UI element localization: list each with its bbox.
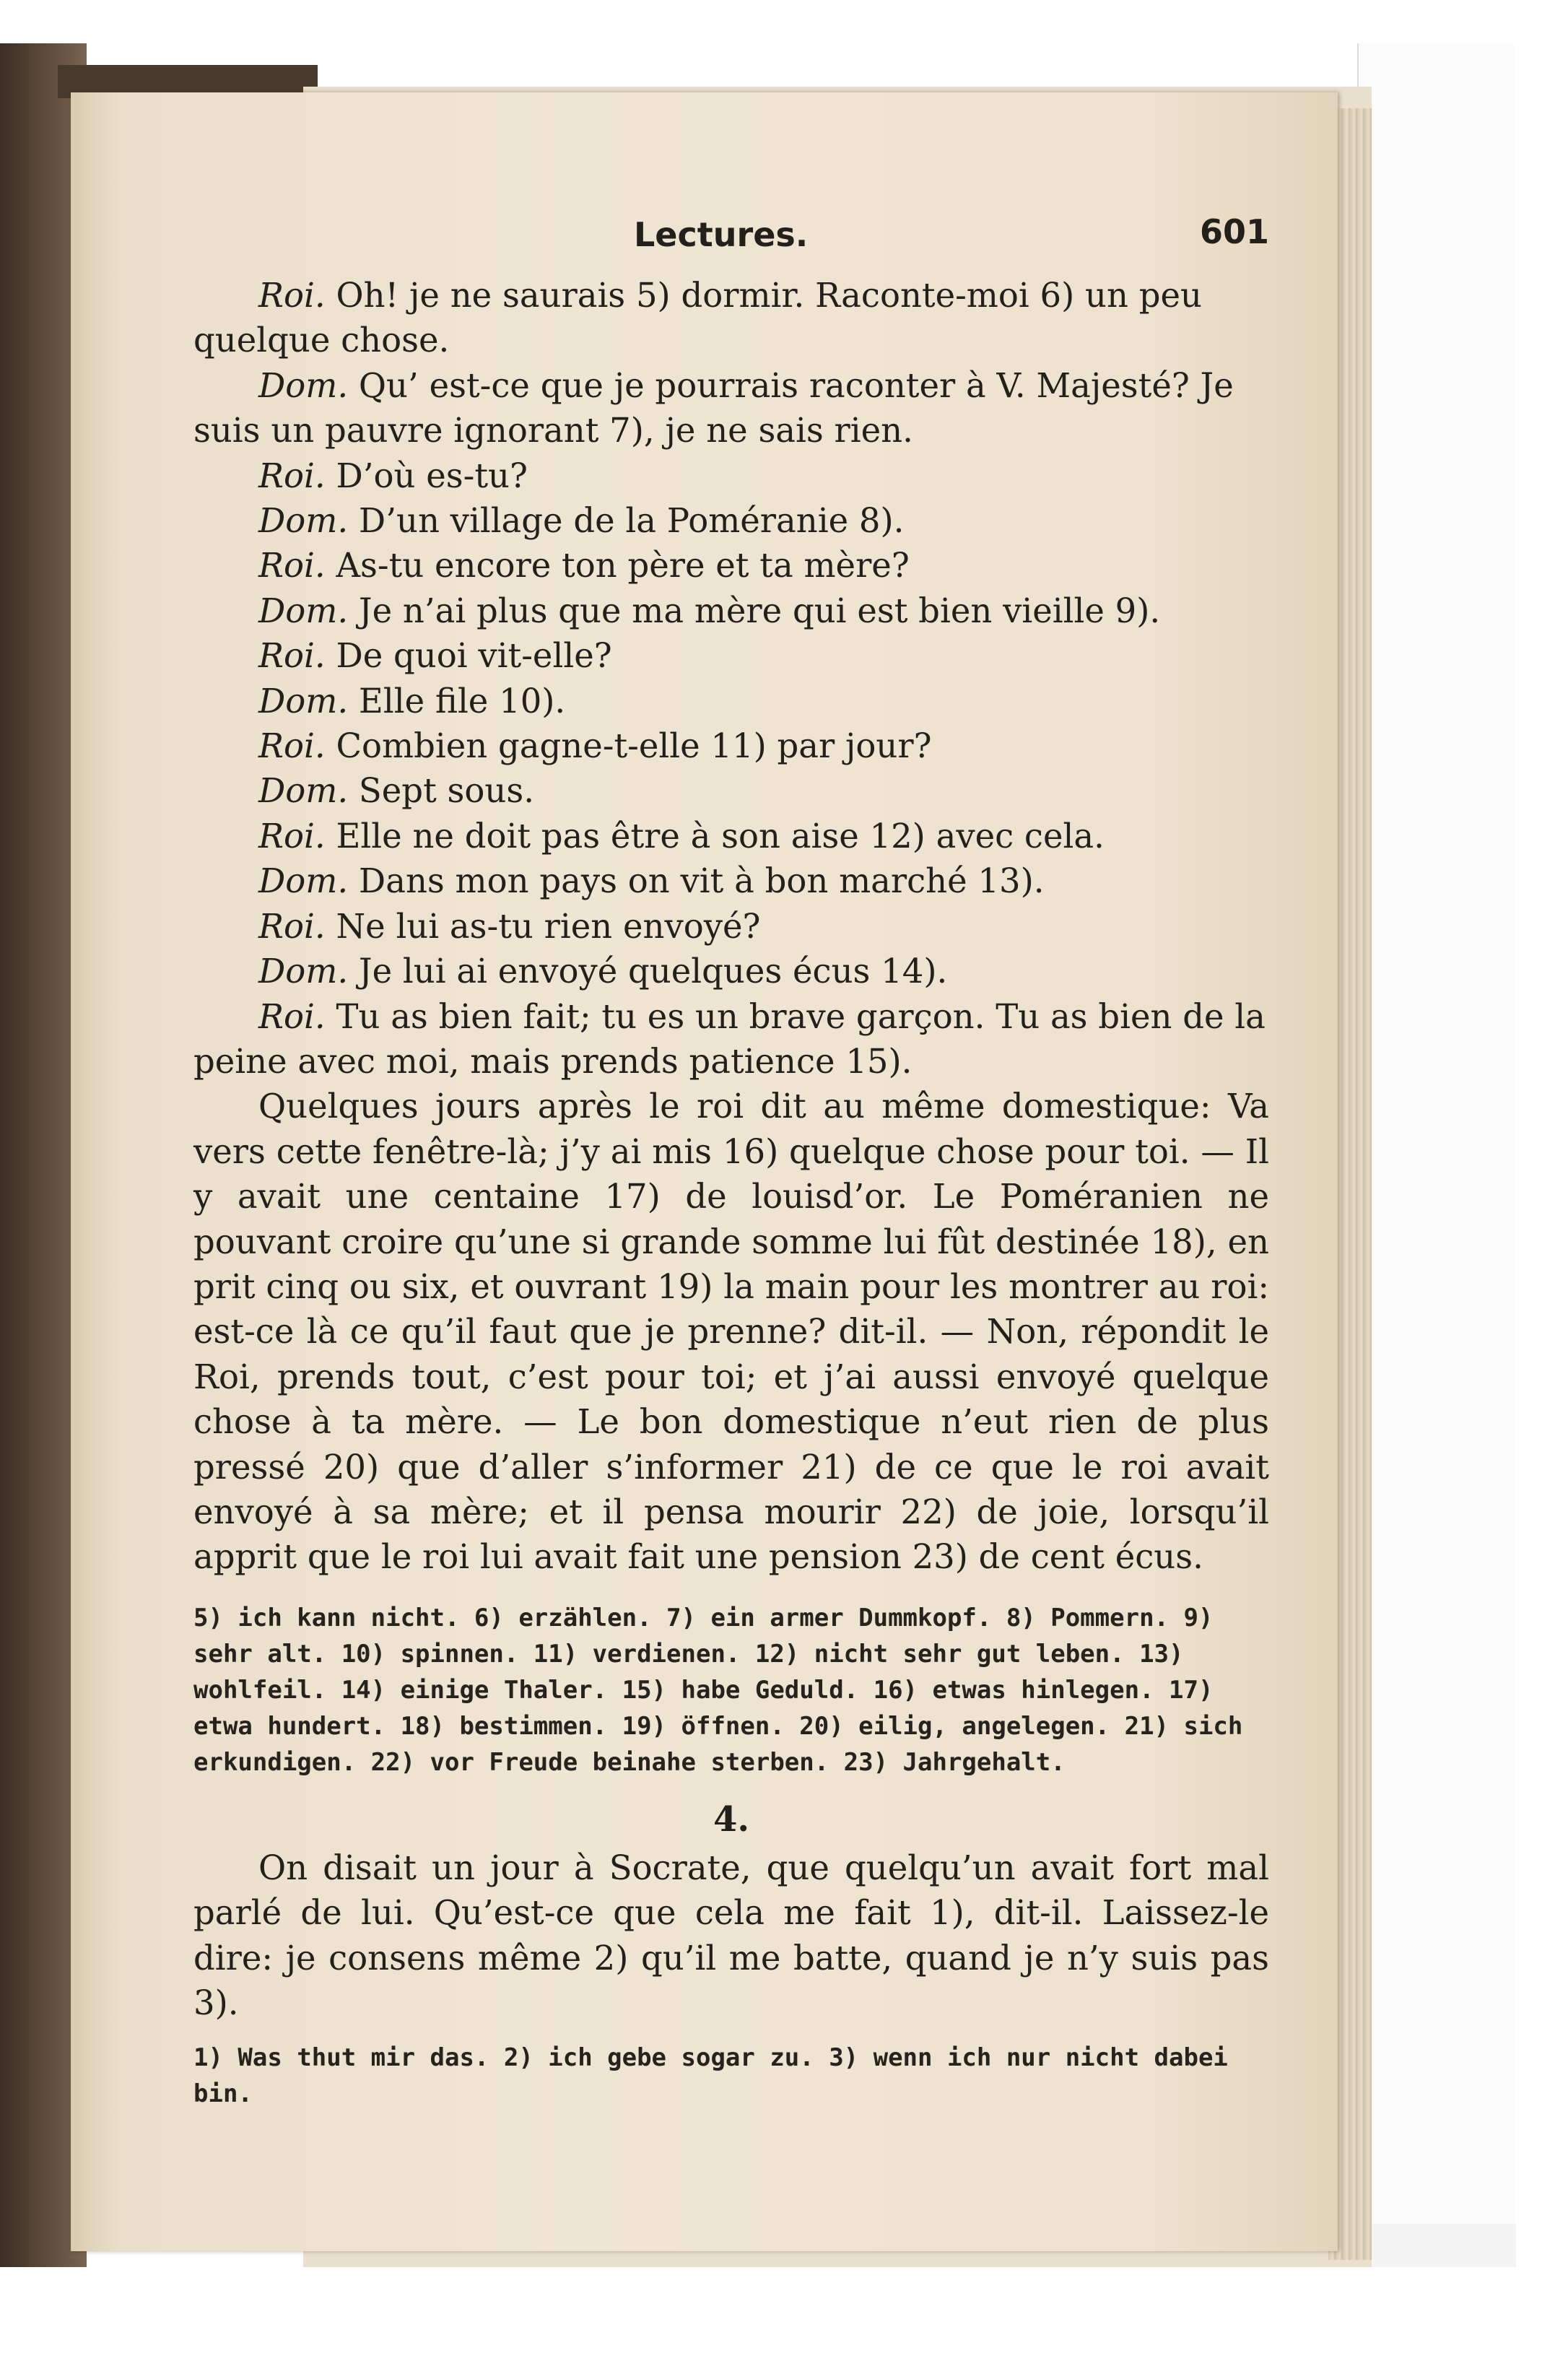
dialogue-text: De quoi vit-elle? [325,636,612,676]
narrative-paragraph: Quelques jours après le roi dit au même domestique: Va vers cette fenêtre-là; j’y ai mis 16) quelque chose pour toi. — Il y avait une centaine 17) de louisd’or. Le Poméranien ne pouvant croire qu’une si grande somme lui fût destinée 18), en prit cinq ou six, et ouvrant 19) la main pour les montrer au roi: est-ce là ce qu’il faut que je prenne? dit-il. — Non, répondit le Roi, prends tout, c’est pour toi; et j’ai aussi envoyé quelque chose à ta mère. — Le bon domestique n’eut rien de plus pressé 20) que d’aller s’informer 21) de ce que le roi avait envoyé à sa mère; et il pensa mourir 22) de joie, lorsqu’il apprit que le roi lui avait fait une pension 23) de cent écus. [193,1087,1269,1577]
speaker: Dom. [258,952,349,991]
dialogue-text: Elle file 10). [348,681,566,721]
dialogue-line [193,633,1269,678]
dialogue [193,273,1269,1084]
dialogue-text: Qu’ est-ce que je pourrais raconter à V. Majesté? Je suis un pauvre ignorant 7), je ne sais rien. [193,365,1234,451]
dialogue-text: Oh! je ne saurais 5) dormir. Raconte-moi 6) un peu quelque chose. [193,276,1202,360]
dialogue-text: Je lui ai envoyé quelques écus 14). [348,952,948,991]
dialogue-line [193,949,1269,993]
speaker: Roi. [258,816,326,856]
page-content [193,208,1269,2112]
speaker: Roi. [258,636,326,676]
dialogue-text: Tu as bien fait; tu es un brave garçon. Tu as bien de la peine avec moi, mais prends patience 15). [193,996,1266,1081]
dialogue-text: Ne lui as-tu rien envoyé? [325,906,761,946]
speaker: Dom. [258,591,349,630]
dialogue-line [193,498,1269,543]
dialogue-line [193,679,1269,723]
speaker: Roi. [258,996,326,1036]
dialogue-line [193,858,1269,903]
speaker: Roi. [258,906,326,946]
section-number: 4. [713,1799,750,1840]
dialogue-text: As-tu encore ton père et ta mère? [325,546,910,586]
speaker: Dom. [258,861,349,901]
dialogue-line [193,904,1269,949]
dialogue-text: Dans mon pays on vit à bon marché 13). [348,861,1045,901]
dialogue-text: D’où es-tu? [325,456,528,495]
dialogue-text: D’un village de la Poméranie 8). [348,501,905,541]
dialogue-line [193,768,1269,813]
dialogue-text: Sept sous. [348,771,534,811]
dialogue-line [193,814,1269,858]
speaker: Roi. [258,276,326,315]
dialogue-line [193,543,1269,588]
dialogue-line [193,588,1269,633]
header-title: Lectures. [634,215,809,254]
speaker: Dom. [258,365,349,405]
speaker: Dom. [258,501,349,541]
speaker: Roi. [258,546,326,586]
section-paragraph: On disait un jour à Socrate, que quelqu’un avait fort mal parlé de lui. Qu’est-ce que cela me fait 1), dit-il. Laissez-le dire: je consens même 2) qu’il me batte, quand je n’y suis pas 3). [193,1848,1269,2022]
dialogue-text: Je n’ai plus que ma mère qui est bien vieille 9). [348,591,1161,630]
dialogue-text: Elle ne doit pas être à son aise 12) avec cela. [325,816,1105,856]
dialogue-line [193,363,1269,453]
dialogue-line [193,273,1269,363]
speaker: Roi. [258,456,326,495]
dialogue-line [193,994,1269,1084]
dialogue-line [193,723,1269,768]
background-sheet [1357,43,1514,2267]
page-number: 601 [1199,212,1269,251]
dialogue-line [193,453,1269,498]
book-page [71,92,1338,2251]
speaker: Dom. [258,771,349,811]
footnotes-2: 1) Was thut mir das. 2) ich gebe sogar zu. 3) wenn ich nur nicht dabei bin. [193,2043,1228,2109]
speaker: Dom. [258,681,349,721]
running-header [193,208,1269,273]
footnotes: 5) ich kann nicht. 6) erzählen. 7) ein armer Dummkopf. 8) Pommern. 9) sehr alt. 10) spinnen. 11) verdienen. 12) nicht sehr gut leben. 13) wohlfeil. 14) einige Thaler. 15) habe Geduld. 16) etwas hinlegen. 17) etwa hundert. 18) bestimmen. 19) öffnen. 20) eilig, angelegen. 21) sich erkundigen. 22) vor Freude beinahe sterben. 23) Jahrgehalt. [193,1603,1243,1777]
dialogue-text: Combien gagne-t-elle 11) par jour? [325,726,932,766]
speaker: Roi. [258,726,326,766]
